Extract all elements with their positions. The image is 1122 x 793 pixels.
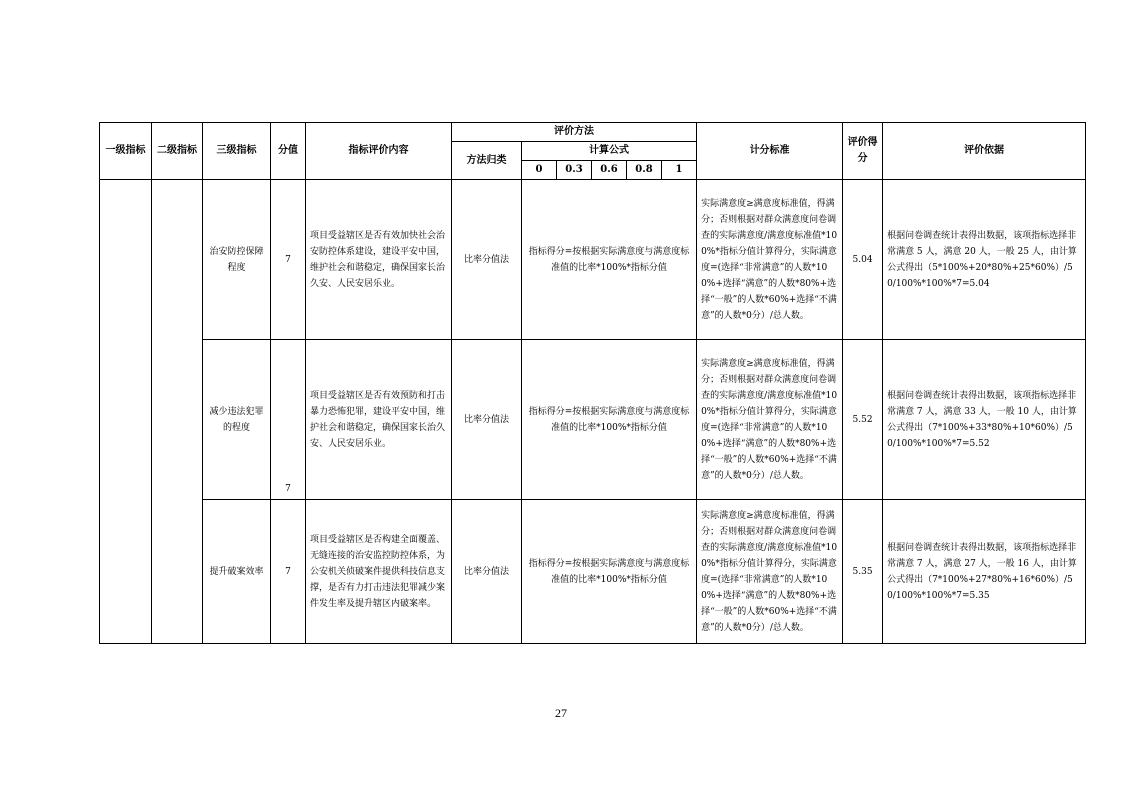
- eval-basis: 根据问卷调查统计表得出数据，该项指标选择非常满意 7 人，满意 27 人，一般 16 人，由计算公式得出（7*100%+27*80%+16*60%）/50/100%*100%*7=5.35: [883, 500, 1086, 644]
- level2-cell: [152, 180, 203, 644]
- scoring-standard: 实际满意度≥满意度标准值，得满分；否则根据对群众满意度问卷调查的实际满意度/满意度标准值*100%*指标分值计算得分，实际满意度=(选择“非常满意”的人数*100%+选择“满意”的人数*80%+选择“一般”的人数*60%+选择“不满意”的人数*0分）/总人数。: [697, 340, 843, 500]
- indicator-score: 7: [271, 180, 306, 340]
- page-number: 27: [555, 706, 567, 720]
- eval-score: 5.04: [843, 180, 883, 340]
- header-eval-score: 评价得分: [843, 123, 883, 180]
- eval-score: 5.52: [843, 340, 883, 500]
- level1-cell: [100, 180, 152, 644]
- scoring-standard: 实际满意度≥满意度标准值，得满分；否则根据对群众满意度问卷调查的实际满意度/满意度标准值*100%*指标分值计算得分，实际满意度=(选择“非常满意”的人数*100%+选择“满意”的人数*80%+选择“一般”的人数*60%+选择“不满意”的人数*0分）/总人数。: [697, 500, 843, 644]
- header-score: 分值: [271, 123, 306, 180]
- table-row: [100, 500, 1086, 644]
- header-coefficient: 1: [662, 161, 697, 180]
- indicator-name: 减少违法犯罪的程度: [203, 340, 271, 500]
- header-coefficient: 0.8: [627, 161, 662, 180]
- eval-score: 5.35: [843, 500, 883, 644]
- indicator-score: 7: [271, 340, 306, 500]
- scoring-standard: 实际满意度≥满意度标准值，得满分；否则根据对群众满意度问卷调查的实际满意度/满意度标准值*100%*指标分值计算得分，实际满意度=(选择“非常满意”的人数*100%+选择“满意”的人数*80%+选择“一般”的人数*60%+选择“不满意”的人数*0分）/总人数。: [697, 180, 843, 340]
- header-formula: 计算公式: [522, 142, 697, 161]
- formula-text: 指标得分=按根据实际满意度与满意度标准值的比率*100%*指标分值: [522, 340, 697, 500]
- header-level3: 三级指标: [203, 123, 271, 180]
- indicator-name: 提升破案效率: [203, 500, 271, 644]
- formula-text: 指标得分=按根据实际满意度与满意度标准值的比率*100%*指标分值: [522, 180, 697, 340]
- header-content: 指标评价内容: [306, 123, 452, 180]
- evaluation-table: [99, 122, 1086, 644]
- table-row: [100, 340, 1086, 500]
- header-level1: 一级指标: [100, 123, 152, 180]
- indicator-name: 治安防控保障程度: [203, 180, 271, 340]
- eval-basis: 根据问卷调查统计表得出数据，该项指标选择非常满意 7 人，满意 33 人，一般 10 人，由计算公式得出（7*100%+33*80%+10*60%）/50/100%*100%*7=5.52: [883, 340, 1086, 500]
- indicator-score: 7: [271, 500, 306, 644]
- header-level2: 二级指标: [152, 123, 203, 180]
- header-method-type: 方法归类: [452, 142, 522, 180]
- header-standard: 计分标准: [697, 123, 843, 180]
- table-row: [100, 180, 1086, 340]
- indicator-content: 项目受益辖区是否构建全面覆盖、无缝连接的治安监控防控体系，为公安机关侦破案件提供科技信息支撑，是否有力打击违法犯罪减少案件发生率及提升辖区内破案率。: [306, 500, 452, 644]
- header-coefficient: 0: [522, 161, 557, 180]
- indicator-content: 项目受益辖区是否有效预防和打击暴力恐怖犯罪，建设平安中国，维护社会和谐稳定，确保国家长治久安、人民安居乐业。: [306, 340, 452, 500]
- formula-text: 指标得分=按根据实际满意度与满意度标准值的比率*100%*指标分值: [522, 500, 697, 644]
- header-coefficient: 0.3: [557, 161, 592, 180]
- header-coefficient: 0.6: [592, 161, 627, 180]
- method-type: 比率分值法: [452, 180, 522, 340]
- header-basis: 评价依据: [883, 123, 1086, 180]
- method-type: 比率分值法: [452, 500, 522, 644]
- eval-basis: 根据问卷调查统计表得出数据，该项指标选择非常满意 5 人，满意 20 人，一般 25 人，由计算公式得出（5*100%+20*80%+25*60%）/50/100%*100%*7=5.04: [883, 180, 1086, 340]
- method-type: 比率分值法: [452, 340, 522, 500]
- indicator-content: 项目受益辖区是否有效加快社会治安防控体系建设，建设平安中国，维护社会和谐稳定，确保国家长治久安、人民安居乐业。: [306, 180, 452, 340]
- header-method: 评价方法: [452, 123, 697, 142]
